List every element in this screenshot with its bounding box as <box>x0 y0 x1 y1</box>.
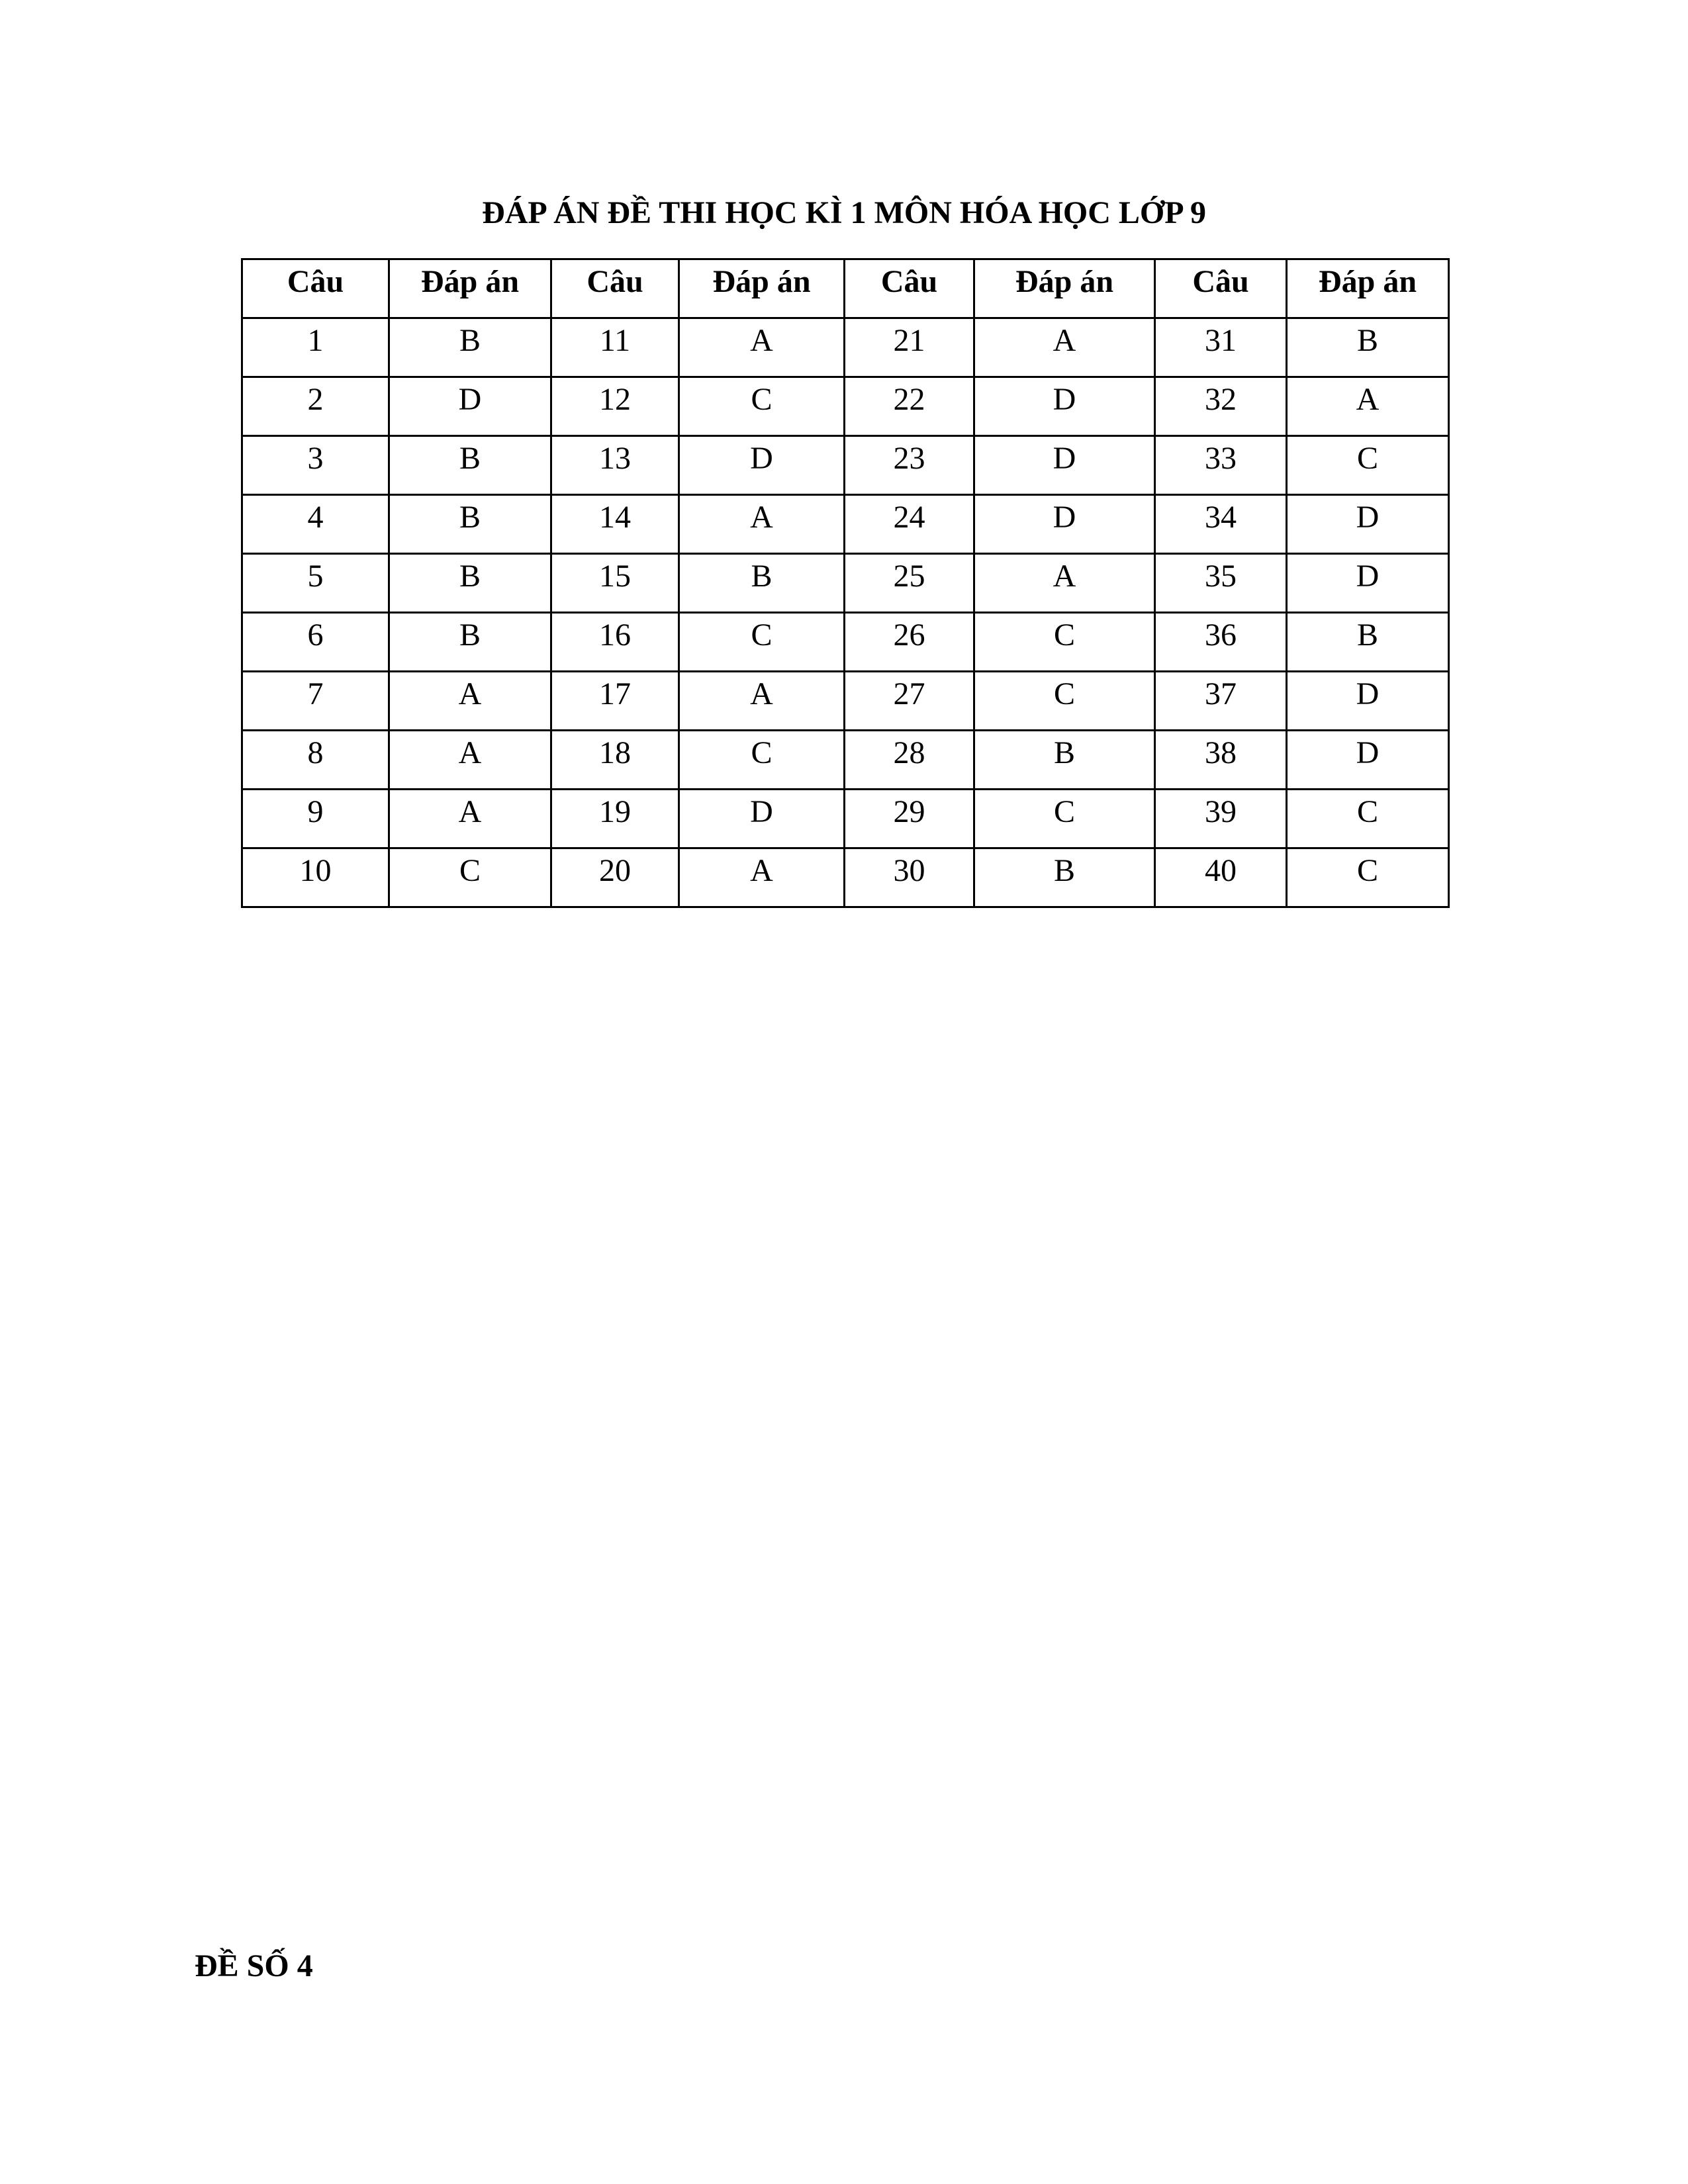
question-number-cell: 3 <box>242 436 389 495</box>
question-number-cell: 10 <box>242 848 389 907</box>
question-number-cell: 20 <box>551 848 679 907</box>
answer-cell: A <box>679 495 845 554</box>
answer-cell: A <box>389 731 551 790</box>
answer-cell: D <box>974 377 1155 436</box>
answer-cell: B <box>1287 613 1449 672</box>
header-cell-answer: Đáp án <box>679 259 845 318</box>
answer-cell: B <box>389 318 551 377</box>
page-title: ĐÁP ÁN ĐỀ THI HỌC KÌ 1 MÔN HÓA HỌC LỚP 9 <box>482 195 1206 230</box>
question-number-cell: 19 <box>551 790 679 848</box>
answer-cell: A <box>679 318 845 377</box>
answer-cell: C <box>389 848 551 907</box>
answer-cell: D <box>679 436 845 495</box>
question-number-cell: 11 <box>551 318 679 377</box>
header-cell-question: Câu <box>242 259 389 318</box>
question-number-cell: 23 <box>845 436 974 495</box>
answer-cell: A <box>679 848 845 907</box>
answer-cell: A <box>679 672 845 731</box>
table-row <box>242 731 1449 790</box>
answer-cell: B <box>389 495 551 554</box>
answer-cell: C <box>679 731 845 790</box>
question-number-cell: 13 <box>551 436 679 495</box>
answer-cell: D <box>679 790 845 848</box>
header-row <box>242 259 1449 318</box>
header-cell-answer: Đáp án <box>974 259 1155 318</box>
question-number-cell: 9 <box>242 790 389 848</box>
question-number-cell: 34 <box>1155 495 1287 554</box>
answer-cell: B <box>974 848 1155 907</box>
question-number-cell: 2 <box>242 377 389 436</box>
question-number-cell: 26 <box>845 613 974 672</box>
question-number-cell: 15 <box>551 554 679 613</box>
table-row <box>242 377 1449 436</box>
answer-cell: D <box>1287 495 1449 554</box>
header-cell-question: Câu <box>845 259 974 318</box>
table-row <box>242 848 1449 907</box>
question-number-cell: 39 <box>1155 790 1287 848</box>
question-number-cell: 7 <box>242 672 389 731</box>
answer-cell: B <box>1287 318 1449 377</box>
header-cell-question: Câu <box>1155 259 1287 318</box>
answer-cell: B <box>679 554 845 613</box>
question-number-cell: 32 <box>1155 377 1287 436</box>
answer-cell: C <box>1287 790 1449 848</box>
answer-cell: D <box>1287 731 1449 790</box>
answer-cell: D <box>974 436 1155 495</box>
question-number-cell: 28 <box>845 731 974 790</box>
question-number-cell: 40 <box>1155 848 1287 907</box>
question-number-cell: 38 <box>1155 731 1287 790</box>
answer-cell: C <box>974 790 1155 848</box>
question-number-cell: 30 <box>845 848 974 907</box>
answer-cell: A <box>389 790 551 848</box>
answer-cell: D <box>389 377 551 436</box>
question-number-cell: 14 <box>551 495 679 554</box>
question-number-cell: 6 <box>242 613 389 672</box>
answer-cell: C <box>1287 848 1449 907</box>
answer-cell: D <box>974 495 1155 554</box>
question-number-cell: 18 <box>551 731 679 790</box>
answer-cell: C <box>974 613 1155 672</box>
answer-cell: B <box>389 613 551 672</box>
table-row <box>242 554 1449 613</box>
question-number-cell: 22 <box>845 377 974 436</box>
answer-cell: B <box>974 731 1155 790</box>
table-row <box>242 790 1449 848</box>
answer-cell: D <box>1287 672 1449 731</box>
question-number-cell: 29 <box>845 790 974 848</box>
header-cell-answer: Đáp án <box>389 259 551 318</box>
answer-cell: C <box>679 377 845 436</box>
question-number-cell: 1 <box>242 318 389 377</box>
question-number-cell: 17 <box>551 672 679 731</box>
answer-cell: C <box>1287 436 1449 495</box>
question-number-cell: 33 <box>1155 436 1287 495</box>
table-row <box>242 672 1449 731</box>
question-number-cell: 27 <box>845 672 974 731</box>
table-row <box>242 495 1449 554</box>
answer-cell: A <box>1287 377 1449 436</box>
answer-table <box>241 258 1450 908</box>
answer-cell: A <box>389 672 551 731</box>
answer-cell: B <box>389 554 551 613</box>
question-number-cell: 37 <box>1155 672 1287 731</box>
section-heading: ĐỀ SỐ 4 <box>195 1948 313 1983</box>
table-row <box>242 318 1449 377</box>
question-number-cell: 16 <box>551 613 679 672</box>
question-number-cell: 24 <box>845 495 974 554</box>
question-number-cell: 4 <box>242 495 389 554</box>
header-cell-answer: Đáp án <box>1287 259 1449 318</box>
question-number-cell: 12 <box>551 377 679 436</box>
question-number-cell: 25 <box>845 554 974 613</box>
table-row <box>242 436 1449 495</box>
table-row <box>242 613 1449 672</box>
answer-cell: B <box>389 436 551 495</box>
answer-cell: C <box>974 672 1155 731</box>
question-number-cell: 8 <box>242 731 389 790</box>
question-number-cell: 5 <box>242 554 389 613</box>
question-number-cell: 31 <box>1155 318 1287 377</box>
header-cell-question: Câu <box>551 259 679 318</box>
question-number-cell: 35 <box>1155 554 1287 613</box>
question-number-cell: 36 <box>1155 613 1287 672</box>
answer-cell: A <box>974 318 1155 377</box>
answer-cell: C <box>679 613 845 672</box>
answer-cell: A <box>974 554 1155 613</box>
question-number-cell: 21 <box>845 318 974 377</box>
answer-cell: D <box>1287 554 1449 613</box>
